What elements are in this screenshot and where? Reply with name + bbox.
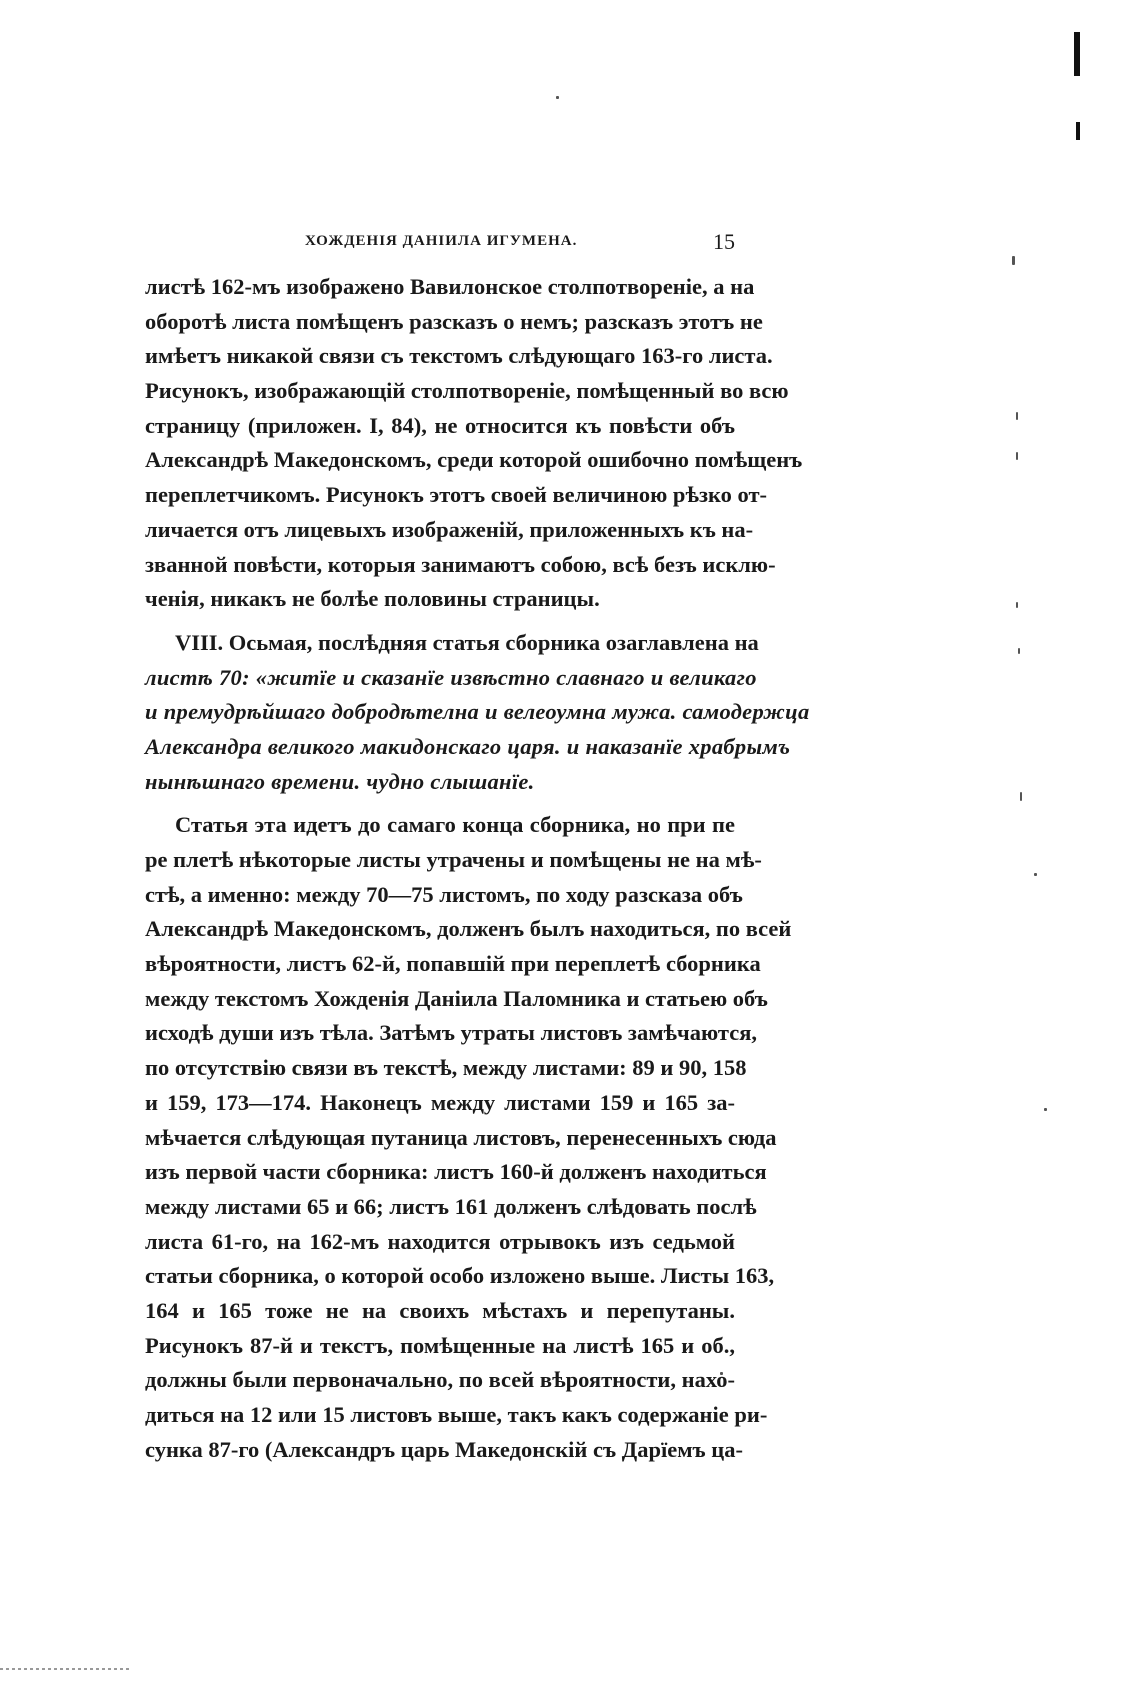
running-head xyxy=(145,229,735,259)
text-line: листѣ 162-мъ изображено Вавилонское столпотвореніе, а на xyxy=(145,274,755,299)
text-line: ре плетѣ нѣкоторые листы утрачены и помѣщены не на мѣ- xyxy=(145,847,762,872)
text-line-quotation: Александра великого макидонскаго царя. и наказанїе храбрымъ xyxy=(145,733,791,759)
text-line: оборотѣ листа помѣщенъ разсказъ о немъ; разсказъ этотъ не xyxy=(145,308,763,334)
text-line: Рисунокъ, изображающій столпотвореніе, помѣщенный во всю xyxy=(145,378,789,404)
scan-edge-smudge xyxy=(0,1668,130,1670)
scan-speck xyxy=(1034,873,1037,876)
text-line: Александрѣ Македонскомъ, долженъ былъ находиться, по всей xyxy=(145,916,792,942)
running-title: ХОЖДЕНІЯ ДАНІИЛА ИГУМЕНА. xyxy=(305,233,578,249)
text-line: должны были первоначально, по всей вѣроятности, нахо- xyxy=(145,1367,735,1393)
text-line: Статья эта идетъ до самаго конца сборника, но при пе xyxy=(175,812,735,838)
text-line: между текстомъ Хожденія Даніила Паломника и статьею объ xyxy=(145,985,768,1011)
text-line: VIII. Осьмая, послѣдняя статья сборника озаглавлена на xyxy=(175,629,759,655)
scan-speck xyxy=(556,96,559,99)
text-line: диться на 12 или 15 листовъ выше, такъ какъ содержаніе ри- xyxy=(145,1402,768,1427)
scan-speck xyxy=(1012,256,1015,265)
body-text xyxy=(145,270,810,1467)
scan-edge-mark xyxy=(1076,122,1080,140)
paragraph-gap xyxy=(145,799,735,808)
paragraph-gap xyxy=(145,617,735,626)
scan-edge-mark xyxy=(1074,32,1080,76)
scan-speck xyxy=(1016,452,1018,460)
text-line-quotation: нынѣшнаго времени. чудно слышанїе. xyxy=(145,768,535,794)
text-line: переплетчикомъ. Рисунокъ этотъ своей величиною рѣзко от- xyxy=(145,482,768,508)
text-line: мѣчается слѣдующая путаница листовъ, перенесенныхъ сюда xyxy=(145,1124,777,1150)
text-line: 164 и 165 тоже не на своихъ мѣстахъ и перепутаны. xyxy=(145,1297,735,1323)
text-line: званной повѣсти, которыя занимаютъ собою, всѣ безъ исклю- xyxy=(145,551,776,577)
scan-speck xyxy=(1016,412,1018,420)
text-line: по отсутствію связи въ текстѣ, между листами: 89 и 90, 158 xyxy=(145,1055,747,1081)
scan-speck xyxy=(1044,1108,1047,1111)
text-line: личается отъ лицевыхъ изображеній, приложенныхъ къ на- xyxy=(145,516,754,542)
text-line: и 159, 173—174. Наконецъ между листами 159 и 165 за- xyxy=(145,1089,735,1115)
text-line: имѣетъ никакой связи съ текстомъ слѣдующаго 163-го листа. xyxy=(145,343,773,369)
scan-speck xyxy=(1020,792,1022,801)
text-line: Александрѣ Македонскомъ, среди которой ошибочно помѣщенъ xyxy=(145,447,803,473)
text-line: изъ первой части сборника: листъ 160-й долженъ находиться xyxy=(145,1159,767,1185)
page-number: 15 xyxy=(713,229,735,254)
text-line: между листами 65 и 66; листъ 161 долженъ слѣдовать послѣ xyxy=(145,1193,757,1219)
text-line: страницу (приложен. I, 84), не относится къ повѣсти объ xyxy=(145,412,735,438)
text-line-quotation: листѣ 70: «житїе и сказанїе извѣстно славнаго и великаго xyxy=(145,664,757,690)
text-line: Рисунокъ 87-й и текстъ, помѣщенные на листѣ 165 и об., xyxy=(145,1332,735,1358)
scan-speck xyxy=(1018,648,1020,654)
text-line: статьи сборника, о которой особо изложено выше. Листы 163, xyxy=(145,1263,775,1289)
text-line-quotation: и премудрѣйшаго добродѣтелна и велеоумна мужа. самодержца xyxy=(145,699,810,725)
text-line: вѣроятности, листъ 62-й, попавшій при переплетѣ сборника xyxy=(145,951,761,977)
text-line: сунка 87-го (Александръ царь Македонскій съ Дарїемъ ца- xyxy=(145,1436,743,1462)
text-line: листа 61-го, на 162-мъ находится отрывокъ изъ седьмой xyxy=(145,1228,735,1254)
text-line: стѣ, а именно: между 70—75 листомъ, по ходу разсказа объ xyxy=(145,881,743,907)
scan-speck xyxy=(1016,602,1018,608)
text-line: ченія, никакъ не болѣе половины страницы. xyxy=(145,586,600,612)
text-line: исходѣ души изъ тѣла. Затѣмъ утраты листовъ замѣчаются, xyxy=(145,1020,758,1046)
